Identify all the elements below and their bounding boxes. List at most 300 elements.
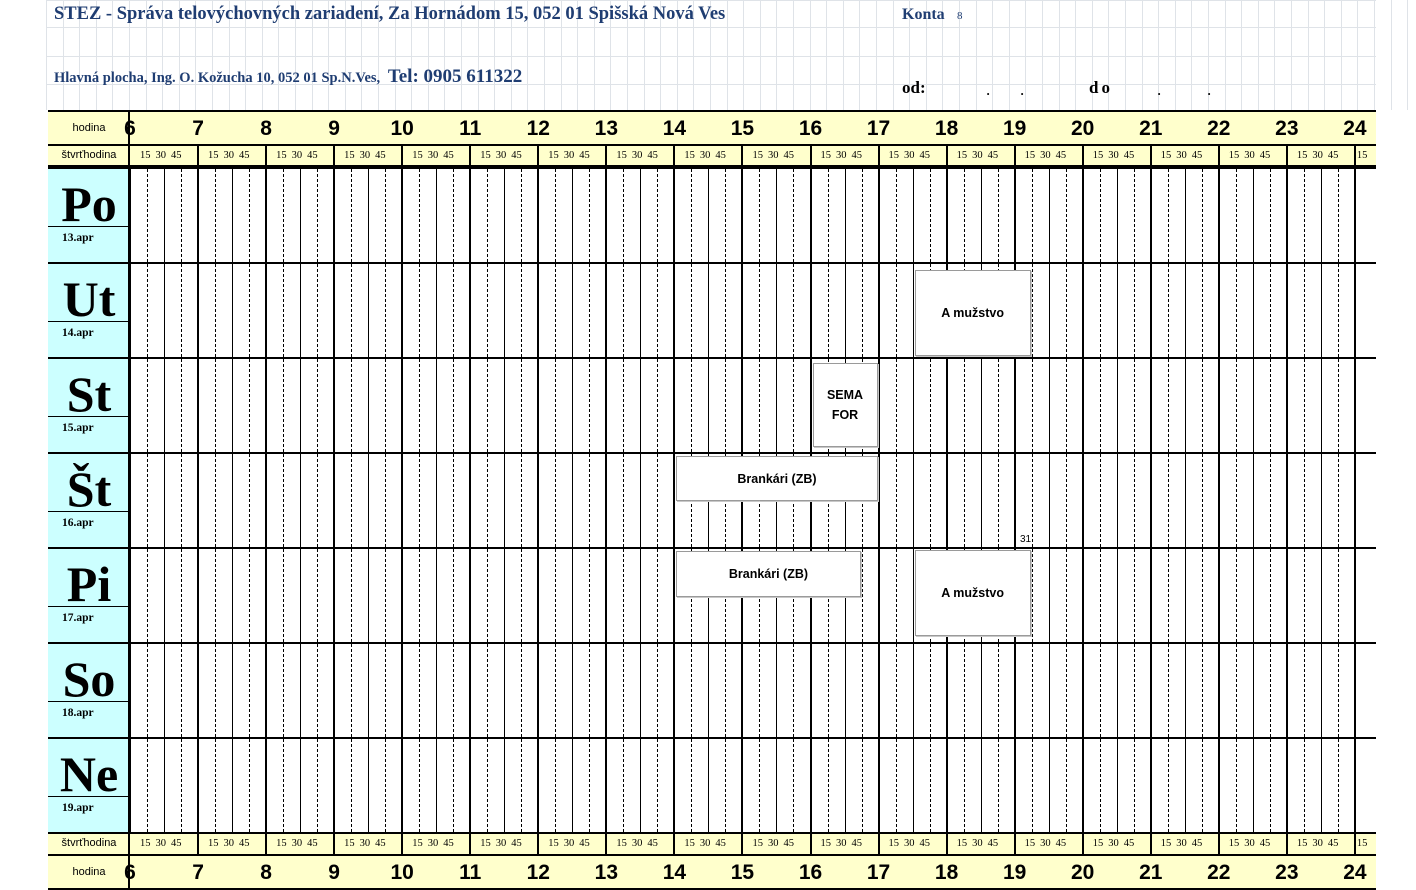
quarter-gridline xyxy=(623,169,624,262)
quarter-label: 45 xyxy=(579,150,590,161)
quarter-label: 15 xyxy=(1160,838,1172,849)
sheet-gridline xyxy=(1391,0,1392,110)
hour-gridline xyxy=(1150,739,1152,832)
half-hour-gridline xyxy=(504,739,505,832)
half-hour-gridline xyxy=(300,549,301,642)
hour-label: 17 xyxy=(866,117,891,140)
half-hour-gridline xyxy=(436,454,437,547)
hour-divider xyxy=(741,146,743,165)
hour-gridline xyxy=(265,549,267,642)
hour-gridline xyxy=(1082,454,1084,547)
half-hour-gridline xyxy=(1185,549,1186,642)
hour-gridline xyxy=(810,169,812,262)
day-name: St xyxy=(66,366,112,422)
half-hour-gridline xyxy=(1185,644,1186,737)
quarter-gridline xyxy=(1202,264,1203,357)
day-cell xyxy=(48,169,130,262)
quarter-gridline xyxy=(964,169,965,262)
half-hour-gridline xyxy=(504,454,505,547)
quarter-label: 45 xyxy=(851,150,862,161)
quarter-gridline xyxy=(1270,549,1271,642)
quarter-label: 30 xyxy=(699,150,711,161)
hour-gridline xyxy=(197,169,199,262)
half-hour-gridline xyxy=(981,644,982,737)
hour-gridline xyxy=(741,359,743,452)
half-hour-gridline xyxy=(368,169,369,262)
half-hour-gridline xyxy=(368,454,369,547)
page-title: STEZ - Správa telovýchovných zariadení, Za Hornádom 15, 052 01 Spišská Nová Ves xyxy=(54,4,726,24)
quarter-gridline xyxy=(1202,359,1203,452)
hour-gridline xyxy=(197,549,199,642)
quarter-gridline xyxy=(385,454,386,547)
hour-divider xyxy=(1218,834,1220,854)
quarter-gridline xyxy=(453,169,454,262)
day-date: 18.apr xyxy=(48,701,130,737)
hour-gridline xyxy=(946,169,948,262)
quarter-label: 30 xyxy=(836,150,847,161)
quarter-gridline xyxy=(181,549,182,642)
hour-gridline xyxy=(878,739,880,832)
quarter-gridline xyxy=(1202,549,1203,642)
quarter-gridline xyxy=(1032,454,1033,547)
hour-gridline xyxy=(333,549,335,642)
quarter-gridline xyxy=(1032,169,1033,262)
hour-gridline xyxy=(401,169,403,262)
hour-label: 11 xyxy=(459,117,482,140)
day-cell xyxy=(48,644,130,737)
half-hour-gridline xyxy=(436,549,437,642)
quarter-gridline xyxy=(1304,169,1305,262)
quarter-gridline xyxy=(453,264,454,357)
quarter-gridline xyxy=(385,644,386,737)
quarter-gridline xyxy=(793,644,794,737)
quarter-gridline xyxy=(793,359,794,452)
hour-gridline xyxy=(1286,454,1288,547)
sheet-gridline xyxy=(1324,0,1325,110)
quarter-gridline xyxy=(147,169,148,262)
quarter-gridline xyxy=(1236,264,1237,357)
quarter-label: 45 xyxy=(1123,838,1135,849)
quarter-gridline xyxy=(623,359,624,452)
day-date: 19.apr xyxy=(48,796,130,832)
half-hour-gridline xyxy=(1049,264,1050,357)
hour-divider xyxy=(810,146,812,165)
quarter-gridline xyxy=(1168,169,1169,262)
sheet-gridline xyxy=(776,0,777,110)
hour-gridline xyxy=(810,264,812,357)
quarter-gridline xyxy=(1100,359,1101,452)
half-hour-gridline xyxy=(572,454,573,547)
hour-gridline xyxy=(605,549,607,642)
sheet-gridline xyxy=(1059,0,1060,110)
konta-label: Konta xyxy=(902,6,945,23)
quarter-label: 15 xyxy=(480,150,491,161)
quarter-label: 45 xyxy=(1191,838,1203,849)
half-hour-gridline xyxy=(981,739,982,832)
quarter-gridline xyxy=(1304,454,1305,547)
quarter-gridline xyxy=(759,264,760,357)
quarter-label: 45 xyxy=(987,150,999,161)
quarter-gridline xyxy=(1066,739,1067,832)
quarter-gridline xyxy=(181,454,182,547)
quarter-gridline xyxy=(283,739,284,832)
quarter-label: 30 xyxy=(1040,838,1051,849)
hour-gridline xyxy=(946,644,948,737)
quarter-gridline xyxy=(964,739,965,832)
quarter-gridline xyxy=(1168,454,1169,547)
hour-gridline xyxy=(197,264,199,357)
hour-gridline xyxy=(333,169,335,262)
hour-label: 13 xyxy=(594,117,619,140)
half-hour-gridline xyxy=(436,739,437,832)
quarter-label: 30 xyxy=(223,838,235,849)
half-hour-gridline xyxy=(164,644,165,737)
quarter-gridline xyxy=(419,739,420,832)
quarter-gridline xyxy=(317,549,318,642)
half-hour-gridline xyxy=(368,264,369,357)
sheet-gridline xyxy=(1407,0,1408,110)
hour-gridline xyxy=(1082,549,1084,642)
half-hour-gridline xyxy=(776,264,777,357)
sheet-gridline xyxy=(1308,0,1309,110)
quarter-gridline xyxy=(1168,359,1169,452)
half-hour-gridline xyxy=(232,644,233,737)
quarter-label: 45 xyxy=(1259,838,1271,849)
hour-gridline xyxy=(1354,549,1356,642)
half-hour-gridline xyxy=(572,169,573,262)
hour-gridline xyxy=(1082,644,1084,737)
day-row xyxy=(48,169,1376,264)
quarter-label: 30 xyxy=(1176,150,1187,161)
hour-gridline xyxy=(401,739,403,832)
quarter-label: 15 xyxy=(1228,150,1240,161)
quarter-gridline xyxy=(1168,264,1169,357)
quarter-label: 45 xyxy=(783,150,794,161)
hour-divider xyxy=(197,834,199,854)
hour-gridline xyxy=(537,454,539,547)
hour-gridline xyxy=(1218,739,1220,832)
quarter-gridline xyxy=(215,644,216,737)
hour-label: 17 xyxy=(866,861,891,884)
half-hour-gridline xyxy=(913,644,914,737)
hour-gridline xyxy=(129,264,131,357)
hour-gridline xyxy=(265,169,267,262)
quarter-label: 30 xyxy=(972,150,983,161)
konta-value: 8 xyxy=(957,10,963,22)
sheet-gridline xyxy=(727,0,728,110)
hour-gridline xyxy=(1218,264,1220,357)
hour-label: 12 xyxy=(526,117,550,140)
hour-gridline xyxy=(129,454,131,547)
quarter-label: 30 xyxy=(427,150,439,161)
event-block[interactable] xyxy=(915,550,1031,636)
quarter-gridline xyxy=(147,264,148,357)
sheet-gridline xyxy=(1009,0,1010,110)
quarter-label: 30 xyxy=(291,150,303,161)
quarter-gridline xyxy=(487,359,488,452)
sheet-gridline xyxy=(1075,0,1076,110)
half-hour-gridline xyxy=(1321,169,1322,262)
quarter-gridline xyxy=(930,739,931,832)
hour-divider xyxy=(673,146,675,165)
quarter-gridline xyxy=(623,264,624,357)
quarter-gridline xyxy=(249,359,250,452)
quarter-gridline xyxy=(385,739,386,832)
quarter-row-label: štvrťhodina xyxy=(61,149,117,161)
half-hour-gridline xyxy=(708,644,709,737)
quarter-gridline xyxy=(862,169,863,262)
quarter-gridline xyxy=(691,264,692,357)
quarter-gridline xyxy=(487,169,488,262)
half-hour-gridline xyxy=(1321,549,1322,642)
quarter-gridline xyxy=(759,359,760,452)
hour-gridline xyxy=(537,169,539,262)
half-hour-gridline xyxy=(708,359,709,452)
quarter-gridline xyxy=(1338,359,1339,452)
quarter-gridline xyxy=(351,264,352,357)
quarter-gridline xyxy=(1066,549,1067,642)
half-hour-gridline xyxy=(1117,644,1118,737)
event-block[interactable] xyxy=(813,363,878,447)
quarter-gridline xyxy=(283,644,284,737)
quarter-gridline xyxy=(828,739,829,832)
half-hour-gridline xyxy=(1253,739,1254,832)
quarter-label: 30 xyxy=(1040,150,1051,161)
day-cell xyxy=(48,739,130,832)
sheet-gridline xyxy=(1291,0,1292,110)
event-block[interactable] xyxy=(676,456,877,501)
quarter-gridline xyxy=(657,644,658,737)
hour-label: 22 xyxy=(1207,117,1231,140)
quarter-label: 30 xyxy=(155,150,166,161)
half-hour-gridline xyxy=(845,169,846,262)
hour-label: 7 xyxy=(192,861,204,884)
day-row xyxy=(48,359,1376,454)
hour-divider xyxy=(946,834,948,854)
half-hour-gridline xyxy=(504,644,505,737)
quarter-gridline xyxy=(589,644,590,737)
quarter-gridline xyxy=(1338,549,1339,642)
quarter-gridline xyxy=(215,169,216,262)
quarter-label: 45 xyxy=(919,150,931,161)
quarter-label: 30 xyxy=(1244,150,1255,161)
quarter-gridline xyxy=(147,359,148,452)
quarter-gridline xyxy=(1338,739,1339,832)
half-hour-gridline xyxy=(1049,644,1050,737)
half-hour-gridline xyxy=(1117,454,1118,547)
quarter-gridline xyxy=(555,454,556,547)
quarter-gridline xyxy=(1100,739,1101,832)
hour-gridline xyxy=(197,644,199,737)
quarter-gridline xyxy=(317,359,318,452)
quarter-label: 15 xyxy=(276,838,287,849)
hour-gridline xyxy=(1014,169,1016,262)
half-hour-gridline xyxy=(232,169,233,262)
header-divider xyxy=(128,834,130,854)
hour-divider xyxy=(1014,146,1016,165)
quarter-gridline xyxy=(725,359,726,452)
half-hour-gridline xyxy=(504,549,505,642)
half-hour-gridline xyxy=(504,169,505,262)
quarter-gridline xyxy=(317,644,318,737)
half-hour-gridline xyxy=(776,169,777,262)
quarter-label: 15 xyxy=(1296,150,1308,161)
quarter-gridline xyxy=(725,739,726,832)
hour-gridline xyxy=(197,454,199,547)
quarter-row-label: štvrťhodina xyxy=(61,837,117,849)
quarter-label: 30 xyxy=(767,838,779,849)
hour-gridline xyxy=(265,739,267,832)
half-hour-gridline xyxy=(640,549,641,642)
quarter-label: 45 xyxy=(1123,150,1135,161)
quarter-gridline xyxy=(964,644,965,737)
event-block[interactable] xyxy=(915,270,1031,356)
hour-header-top xyxy=(48,110,1376,146)
half-hour-gridline xyxy=(981,169,982,262)
hour-gridline xyxy=(673,549,675,642)
quarter-gridline xyxy=(215,454,216,547)
quarter-gridline xyxy=(759,644,760,737)
quarter-gridline xyxy=(1270,739,1271,832)
quarter-gridline xyxy=(1032,359,1033,452)
quarter-gridline xyxy=(896,264,897,357)
half-hour-gridline xyxy=(1253,644,1254,737)
quarter-gridline xyxy=(589,454,590,547)
quarter-gridline xyxy=(930,169,931,262)
hour-gridline xyxy=(265,644,267,737)
quarter-gridline xyxy=(215,264,216,357)
day-date: 17.apr xyxy=(48,606,130,642)
quarter-gridline xyxy=(283,264,284,357)
hour-label: 12 xyxy=(526,861,550,884)
hour-gridline xyxy=(1286,169,1288,262)
quarter-gridline xyxy=(419,454,420,547)
quarter-gridline xyxy=(896,549,897,642)
quarter-label: 45 xyxy=(375,150,386,161)
quarter-gridline xyxy=(249,454,250,547)
quarter-gridline xyxy=(181,359,182,452)
quarter-label: 15 xyxy=(1092,838,1104,849)
hour-gridline xyxy=(605,169,607,262)
address-line xyxy=(54,66,522,88)
quarter-gridline xyxy=(657,264,658,357)
half-hour-gridline xyxy=(1321,739,1322,832)
quarter-gridline xyxy=(1134,549,1135,642)
quarter-gridline xyxy=(215,739,216,832)
hour-divider xyxy=(265,834,267,854)
hour-label: 6 xyxy=(124,117,136,140)
quarter-label: 15 xyxy=(616,838,627,849)
quarter-gridline xyxy=(1066,264,1067,357)
hour-gridline xyxy=(673,264,675,357)
hour-gridline xyxy=(1286,644,1288,737)
hour-gridline xyxy=(673,359,675,452)
quarter-label: 30 xyxy=(563,150,575,161)
event-label: A mužstvo xyxy=(941,586,1004,600)
hour-label: 11 xyxy=(459,861,482,884)
sheet-gridline xyxy=(760,0,761,110)
quarter-label: 30 xyxy=(904,838,915,849)
hour-gridline xyxy=(129,359,131,452)
hour-gridline xyxy=(333,359,335,452)
hour-divider xyxy=(333,146,335,165)
quarter-gridline xyxy=(1236,359,1237,452)
quarter-gridline xyxy=(283,169,284,262)
quarter-gridline xyxy=(589,739,590,832)
quarter-gridline xyxy=(249,739,250,832)
quarter-gridline xyxy=(623,454,624,547)
hour-divider xyxy=(1082,834,1084,854)
event-block[interactable] xyxy=(676,551,860,597)
quarter-gridline xyxy=(521,264,522,357)
quarter-label: 30 xyxy=(223,150,235,161)
hour-divider xyxy=(810,834,812,854)
hour-gridline xyxy=(1218,454,1220,547)
half-hour-gridline xyxy=(1117,739,1118,832)
hour-gridline xyxy=(265,264,267,357)
quarter-gridline xyxy=(828,644,829,737)
quarter-gridline xyxy=(555,264,556,357)
sheet-gridline xyxy=(1175,0,1176,110)
quarter-label: 45 xyxy=(511,838,522,849)
hour-gridline xyxy=(401,264,403,357)
quarter-label: 30 xyxy=(359,150,371,161)
day-cell xyxy=(48,264,130,357)
hour-gridline xyxy=(946,454,948,547)
sheet-gridline xyxy=(46,27,1376,28)
hour-gridline xyxy=(1286,739,1288,832)
sheet-gridline xyxy=(1191,0,1192,110)
quarter-gridline xyxy=(1338,454,1339,547)
quarter-gridline xyxy=(998,359,999,452)
half-hour-gridline xyxy=(913,169,914,262)
quarter-gridline xyxy=(828,264,829,357)
half-hour-gridline xyxy=(300,264,301,357)
hour-gridline xyxy=(333,739,335,832)
hour-gridline xyxy=(1150,644,1152,737)
day-name: Po xyxy=(61,176,117,232)
quarter-gridline xyxy=(589,169,590,262)
quarter-label: 15 xyxy=(684,150,695,161)
quarter-label: 45 xyxy=(919,838,931,849)
event-label: Brankári (ZB) xyxy=(728,567,809,581)
half-hour-gridline xyxy=(913,739,914,832)
sheet-gridline xyxy=(1274,0,1275,110)
quarter-gridline xyxy=(725,169,726,262)
hour-divider xyxy=(401,146,403,165)
day-name: Ne xyxy=(59,746,119,802)
quarter-gridline xyxy=(691,359,692,452)
hour-gridline xyxy=(605,359,607,452)
quarter-gridline xyxy=(215,359,216,452)
sheet-gridline xyxy=(992,0,993,110)
hour-gridline xyxy=(129,739,131,832)
do-date-dot: . xyxy=(1157,80,1162,99)
hour-label: 19 xyxy=(1002,861,1027,884)
half-hour-gridline xyxy=(572,644,573,737)
quarter-label: 45 xyxy=(783,838,794,849)
quarter-label: 15 xyxy=(208,150,219,161)
hour-label: 10 xyxy=(390,117,414,140)
quarter-gridline xyxy=(793,264,794,357)
od-date-dot: . xyxy=(1020,80,1025,99)
day-date: 16.apr xyxy=(48,511,130,547)
sheet-gridline xyxy=(1142,0,1143,110)
quarter-label: 45 xyxy=(443,838,454,849)
quarter-gridline xyxy=(657,359,658,452)
half-hour-gridline xyxy=(708,739,709,832)
quarter-label: 30 xyxy=(495,150,507,161)
